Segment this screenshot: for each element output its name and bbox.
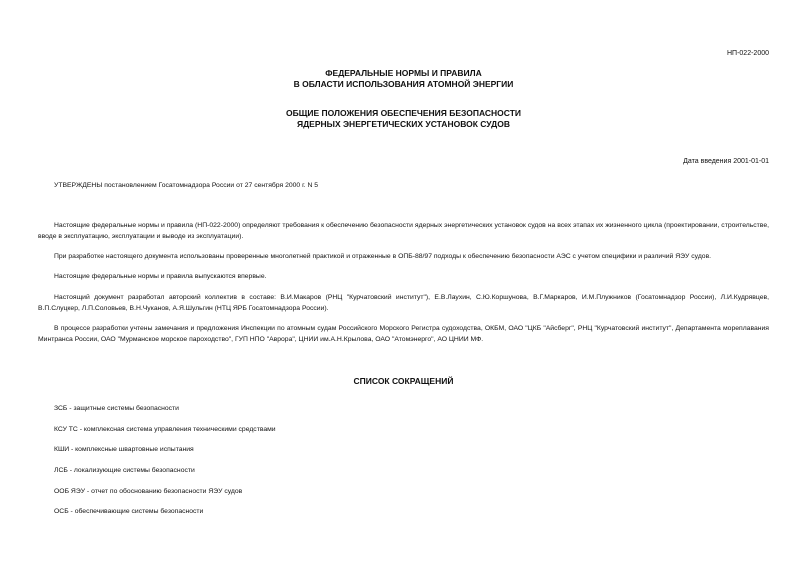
heading-line-1: ФЕДЕРАЛЬНЫЕ НОРМЫ И ПРАВИЛА — [325, 68, 482, 78]
abbreviation-item: ООБ ЯЭУ - отчет по обоснованию безопасности ЯЭУ судов — [54, 488, 243, 495]
abbreviation-item: ЛСБ - локализующие системы безопасности — [54, 467, 195, 474]
paragraph-scope: Настоящие федеральные нормы и правила (НП-022-2000) определяют требования к обеспечению безопасности ядерных энергетических установок судов на всех этапах их жизненного цикла (проектировании, строительстве, вводе в эксплуатацию, эксплуатации и выводе из эксплуатации). — [38, 222, 769, 240]
paragraph-basis: При разработке настоящего документа использованы проверенные многолетней практикой и отраженные в ОПБ-88/97 подходы к обеспечению безопасности АЭС с учетом специфики и различий ЯЭУ судов. — [54, 253, 712, 260]
document-subtitle — [0, 108, 807, 130]
paragraph-authors: Настоящий документ разработал авторский коллектив в составе: В.И.Макаров (РНЦ "Курчатовский институт"), Е.В.Лаухин, С.Ю.Коршунова, В.Г.Маркаров, И.М.Плужников (Госатомнадзор России), Л.И.Кудрявцев, В.П.Слуцкер, Л.П.Соловьев, В.Н.Чуканов, А.Я.Шульгин (НТЦ ЯРБ Госатомнадзора России). — [38, 294, 769, 312]
subtitle-line-1: ОБЩИЕ ПОЛОЖЕНИЯ ОБЕСПЕЧЕНИЯ БЕЗОПАСНОСТИ — [286, 108, 521, 118]
abbreviation-item: ОСБ - обеспечивающие системы безопасности — [54, 508, 204, 515]
abbreviation-item: КСУ ТС - комплексная система управления техническими средствами — [54, 426, 276, 433]
abbreviation-item: ЗСБ - защитные системы безопасности — [54, 405, 179, 412]
date-of-introduction: Дата введения 2001-01-01 — [683, 158, 769, 165]
approved-statement: УТВЕРЖДЕНЫ постановлением Госатомнадзора России от 27 сентября 2000 г. N 5 — [54, 182, 319, 189]
paragraph-first-issue: Настоящие федеральные нормы и правила выпускаются впервые. — [54, 273, 267, 280]
abbreviation-item: КШИ - комплексные швартовные испытания — [54, 446, 194, 453]
abbreviations-title: СПИСОК СОКРАЩЕНИЙ — [353, 376, 454, 386]
heading-line-2: В ОБЛАСТИ ИСПОЛЬЗОВАНИЯ АТОМНОЙ ЭНЕРГИИ — [293, 79, 514, 89]
paragraph-comments: В процессе разработки учтены замечания и предложения Инспекции по атомным судам Российского Морского Регистра судоходства, ОКБМ, ОАО "ЦКБ "Айсберг", РНЦ "Курчатовский институт", Департамента мореплавания Минтранса России, ОАО "Мурманское морское пароходство", ГУП НПО "Аврора", ЦНИИ им.А.Н.Крылова, ОАО "Атомэнерго", АО ЦНИИ МФ. — [38, 325, 769, 343]
document-heading — [0, 68, 807, 90]
subtitle-line-2: ЯДЕРНЫХ ЭНЕРГЕТИЧЕСКИХ УСТАНОВОК СУДОВ — [297, 119, 510, 129]
document-id: НП-022-2000 — [727, 50, 769, 57]
